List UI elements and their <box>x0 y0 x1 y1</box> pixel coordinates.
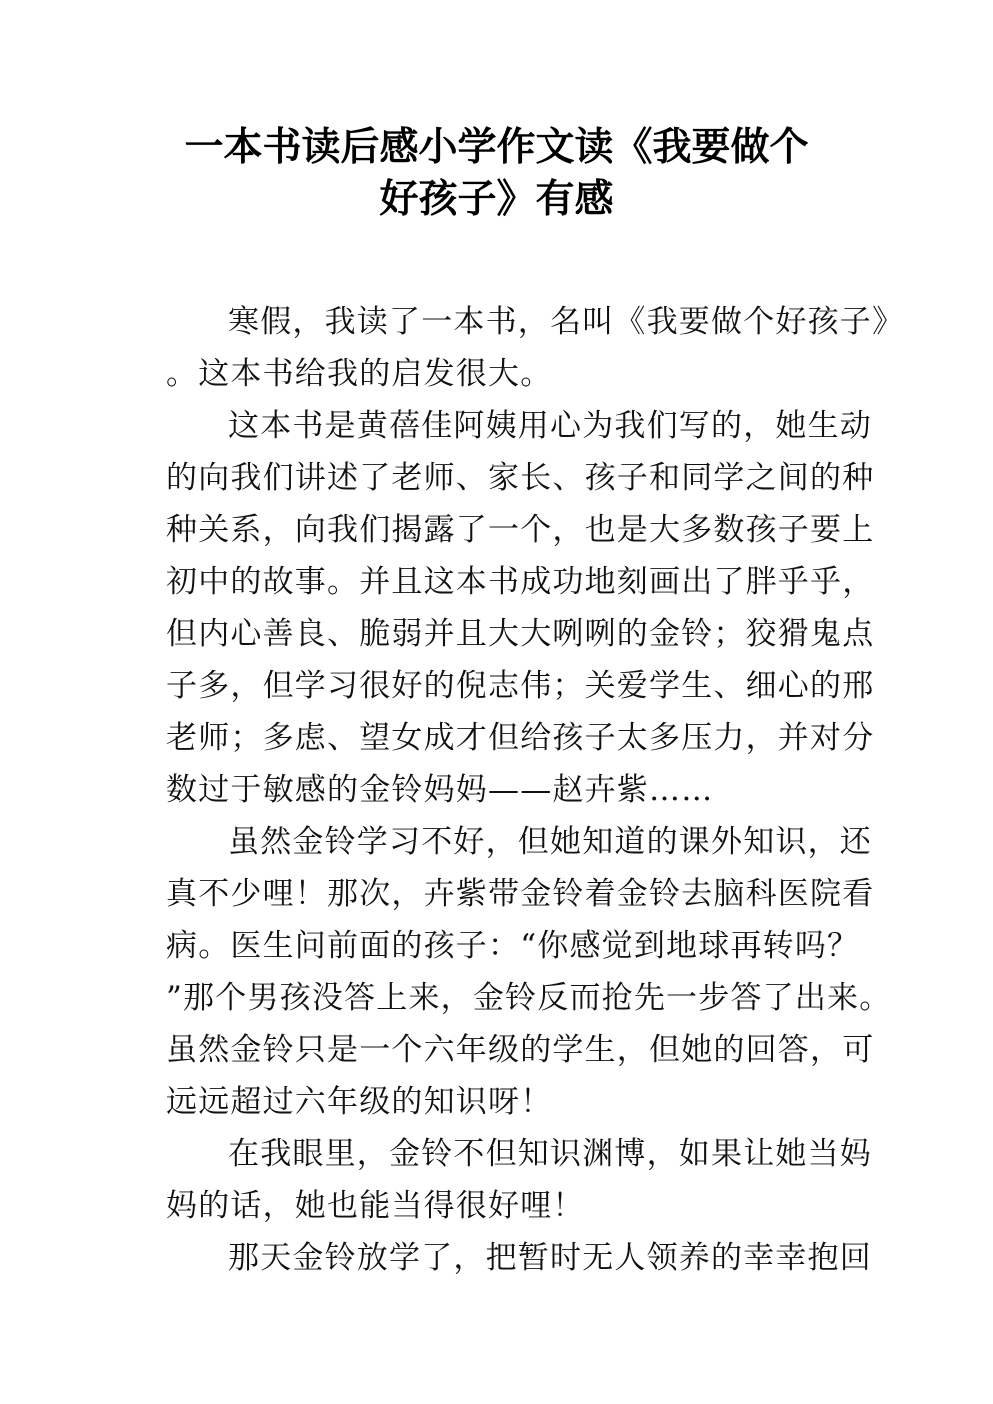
body-line: 妈的话，她也能当得很好哩！ <box>166 1188 585 1224</box>
body-line: 那天金铃放学了，把暂时无人领养的幸幸抱回 <box>228 1240 872 1276</box>
body-line: 老师；多虑、望女成才但给孩子太多压力，并对分 <box>166 720 875 756</box>
body-line: 寒假，我读了一本书，名叫《我要做个好孩子》 <box>228 304 905 340</box>
body-line: ”那个男孩没答上来，金铃反而抢先一步答了出来。 <box>166 980 892 1016</box>
body-line: 的向我们讲述了老师、家长、孩子和同学之间的种 <box>166 460 875 496</box>
body-line: 子多，但学习很好的倪志伟；关爱学生、细心的邢 <box>166 668 875 704</box>
body-line: 虽然金铃只是一个六年级的学生，但她的回答，可 <box>166 1032 875 1068</box>
title-line-1: 一本书读后感小学作文读《我要做个 <box>184 125 809 170</box>
document-title <box>150 122 843 226</box>
body-line: 虽然金铃学习不好，但她知道的课外知识，还 <box>228 824 872 860</box>
document-body <box>166 296 905 1284</box>
body-line: 在我眼里，金铃不但知识渊博，如果让她当妈 <box>228 1136 872 1172</box>
body-line: 种关系，向我们揭露了一个，也是大多数孩子要上 <box>166 512 875 548</box>
body-line: 但内心善良、脆弱并且大大咧咧的金铃；狡猾鬼点 <box>166 616 875 652</box>
body-line: 远远超过六年级的知识呀！ <box>166 1084 553 1120</box>
body-line: 初中的故事。并且这本书成功地刻画出了胖乎乎， <box>166 564 875 600</box>
body-line: 数过于敏感的金铃妈妈——赵卉紫…… <box>166 772 714 808</box>
body-line: 这本书是黄蓓佳阿姨用心为我们写的，她生动 <box>228 408 872 444</box>
body-line: 。这本书给我的启发很大。 <box>166 356 553 392</box>
body-line: 真不少哩！那次，卉紫带金铃着金铃去脑科医院看 <box>166 876 875 912</box>
body-line: 病。医生问前面的孩子：“你感觉到地球再转吗？ <box>166 928 860 964</box>
title-line-2: 好孩子》有感 <box>379 177 614 222</box>
